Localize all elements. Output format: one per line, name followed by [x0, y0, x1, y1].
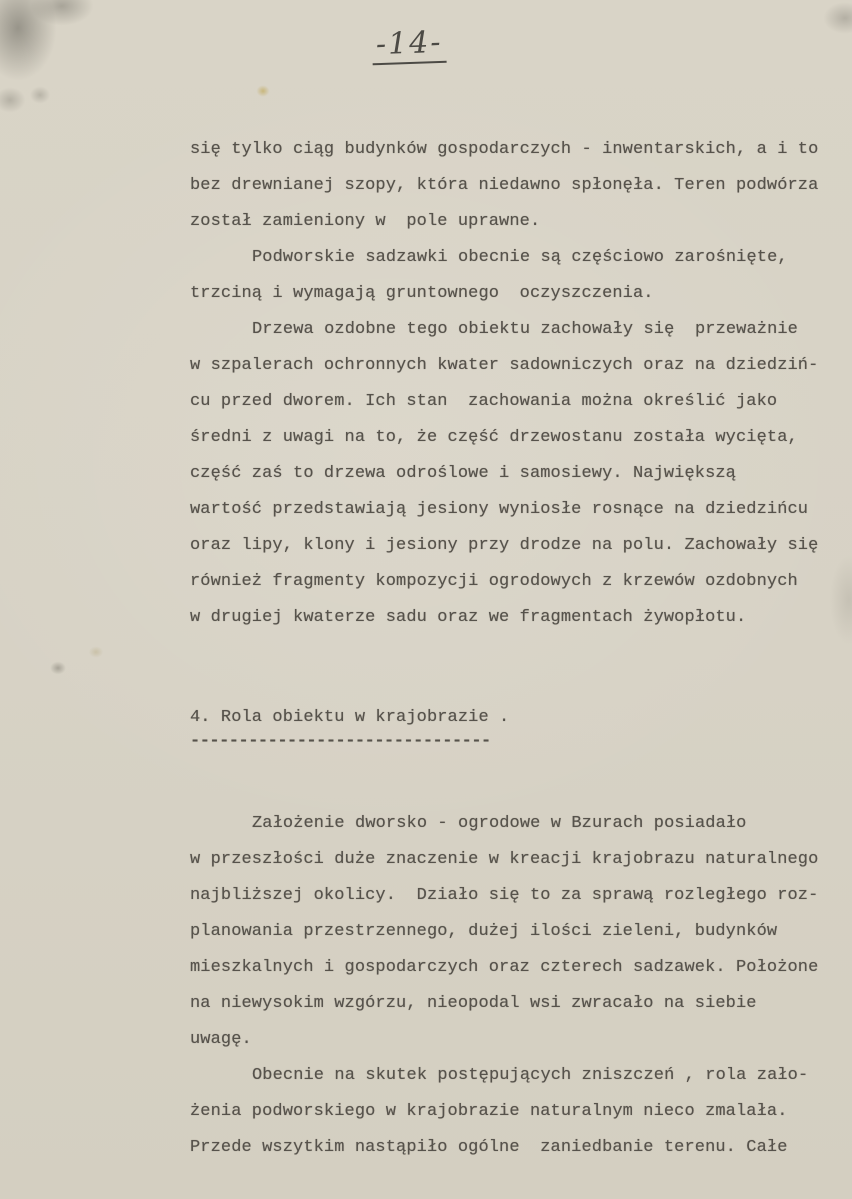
text-line: trzciną i wymagają gruntownego oczyszczenia.	[190, 284, 654, 303]
paragraph-trees	[190, 312, 830, 636]
text-line: w szpalerach ochronnych kwater sadowniczych oraz na dziedziń-	[190, 356, 819, 375]
text-line: został zamieniony w pole uprawne.	[190, 212, 541, 231]
text-line: mieszkalnych i gospodarczych oraz czterech sadzawek. Położone	[190, 958, 819, 977]
text-line: Obecnie na skutek postępujących zniszczeń , rola zało-	[252, 1066, 809, 1085]
text-line: oraz lipy, klony i jesiony przy drodze na polu. Zachowały się	[190, 536, 819, 555]
text-line: Przede wszytkim nastąpiło ogólne zaniedbanie terenu. Całe	[190, 1138, 788, 1157]
text-line: wartość przedstawiają jesiony wyniosłe rosnące na dziedzińcu	[190, 500, 809, 519]
text-line: najbliższej okolicy. Działo się to za sprawą rozległego roz-	[190, 886, 819, 905]
text-line: się tylko ciąg budynków gospodarczych - inwentarskich, a i to	[190, 140, 819, 159]
text-line: średni z uwagi na to, że część drzewostanu została wycięta,	[190, 428, 798, 447]
text-line: uwagę.	[190, 1030, 252, 1049]
text-line: Drzewa ozdobne tego obiektu zachowały się przeważnie	[252, 320, 798, 339]
paragraph-decline	[190, 1058, 830, 1166]
text-line: żenia podworskiego w krajobrazie naturalnym nieco zmalała.	[190, 1102, 788, 1121]
paragraph-buildings	[190, 132, 830, 240]
text-line: planowania przestrzennego, dużej ilości zieleni, budynków	[190, 922, 778, 941]
text-line: część zaś to drzewa odroślowe i samosiewy. Największą	[190, 464, 736, 483]
text-line: Założenie dworsko - ogrodowe w Bzurach posiadało	[252, 814, 747, 833]
text-line: cu przed dworem. Ich stan zachowania można określić jako	[190, 392, 778, 411]
text-line: na niewysokim wzgórzu, nieopodal wsi zwracało na siebie	[190, 994, 757, 1013]
section-heading: 4. Rola obiektu w krajobrazie .	[190, 708, 510, 727]
section-heading-underline: -------------------------------	[190, 732, 491, 751]
typewritten-text-block	[190, 132, 830, 1166]
page-number: -14-	[371, 25, 447, 66]
paragraph-landscape-role	[190, 806, 830, 1058]
text-line: również fragmenty kompozycji ogrodowych z krzewów ozdobnych	[190, 572, 798, 591]
text-line: w drugiej kwaterze sadu oraz we fragmentach żywopłotu.	[190, 608, 747, 627]
section-4-heading-block	[190, 700, 830, 756]
text-line: bez drewnianej szopy, która niedawno spłonęła. Teren podwórza	[190, 176, 819, 195]
text-line: w przeszłości duże znaczenie w kreacji krajobrazu naturalnego	[190, 850, 819, 869]
paragraph-ponds	[190, 240, 830, 312]
text-line: Podworskie sadzawki obecnie są częściowo zarośnięte,	[252, 248, 788, 267]
